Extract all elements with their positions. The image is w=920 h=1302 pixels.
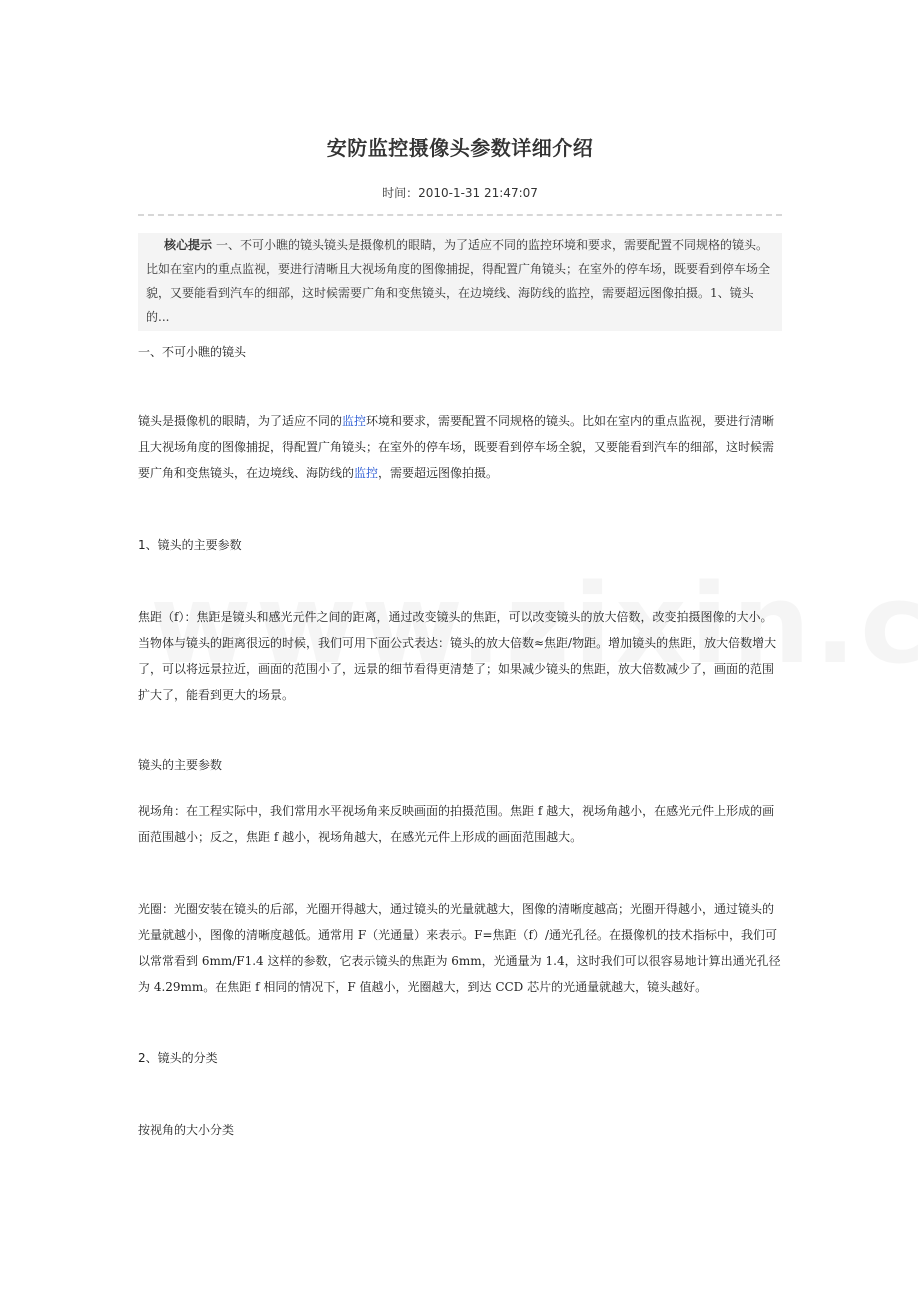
paragraph-3: 视场角：在工程实际中，我们常用水平视场角来反映画面的拍摄范围。焦距 f 越大，视场角越小，在感光元件上形成的画面范围越小；反之，焦距 f 越小，视场角越大，在感光元件上形成的画面范围越大。 bbox=[138, 804, 775, 844]
link-monitor-1[interactable]: 监控 bbox=[342, 414, 367, 428]
section-heading-5: 按视角的大小分类 bbox=[138, 1123, 235, 1137]
section-heading-4: 2、镜头的分类 bbox=[138, 1051, 218, 1065]
summary-lead: 核心提示 bbox=[164, 238, 213, 252]
summary-box bbox=[138, 233, 782, 331]
section-heading-3: 镜头的主要参数 bbox=[138, 758, 223, 772]
article-title: 安防监控摄像头参数详细介绍 bbox=[326, 136, 594, 160]
paragraph-1 bbox=[138, 408, 782, 486]
paragraph-1-text-b: 环境和要求，需要配置不同规格的镜头。比如在室内的重点监视，要进行清晰且大视场角度的图像捕捉，得配置广角镜头；在室外的停车场，既要看到停车场全貌，又要能看到汽车的细部，这时候需要广角和变焦镜头，在边境线、海防线的 bbox=[138, 414, 775, 480]
section-heading-1: 一、不可小瞧的镜头 bbox=[138, 345, 247, 359]
paragraph-4: 光圈：光圈安装在镜头的后部，光圈开得越大，通过镜头的光量就越大，图像的清晰度越高；光圈开得越小，通过镜头的光量就越小，图像的清晰度越低。通常用 F（光通量）来表示。F=焦距（f）/通光孔径。在摄像机的技术指标中，我们可以常常看到 6mm/F1.4 这样的参数，它表示镜头的焦距为 6mm，光通量为 1.4，这时我们可以很容易地计算出通光孔径为 4.29mm。在焦距 f 相同的情况下，F 值越小，光圈越大，到达 CCD 芯片的光通量就越大，镜头越好。 bbox=[138, 902, 781, 994]
article-time: 时间：2010-1-31 21:47:07 bbox=[382, 186, 538, 200]
paragraph-1-text-a: 镜头是摄像机的眼睛，为了适应不同的 bbox=[138, 414, 343, 428]
summary-text: 一、不可小瞧的镜头镜头是摄像机的眼睛，为了适应不同的监控环境和要求，需要配置不同规格的镜头。比如在室内的重点监视，要进行清晰且大视场角度的图像捕捉，得配置广角镜头；在室外的停车场，既要看到停车场全貌，又要能看到汽车的细部，这时候需要广角和变焦镜头，在边境线、海防线的监控，需要超远图像拍摄。1、镜头的... bbox=[146, 238, 771, 324]
divider bbox=[138, 214, 782, 216]
paragraph-2: 焦距（f）：焦距是镜头和感光元件之间的距离，通过改变镜头的焦距，可以改变镜头的放大倍数，改变拍摄图像的大小。当物体与镜头的距离很远的时候，我们可用下面公式表达：镜头的放大倍数≈焦距/物距。增加镜头的焦距，放大倍数增大了，可以将远景拉近，画面的范围小了，远景的细节看得更清楚了；如果减少镜头的焦距，放大倍数减少了，画面的范围扩大了，能看到更大的场景。 bbox=[138, 610, 777, 702]
link-monitor-2[interactable]: 监控 bbox=[354, 466, 379, 480]
section-heading-2: 1、镜头的主要参数 bbox=[138, 538, 242, 552]
paragraph-1-text-c: ，需要超远图像拍摄。 bbox=[378, 466, 499, 480]
